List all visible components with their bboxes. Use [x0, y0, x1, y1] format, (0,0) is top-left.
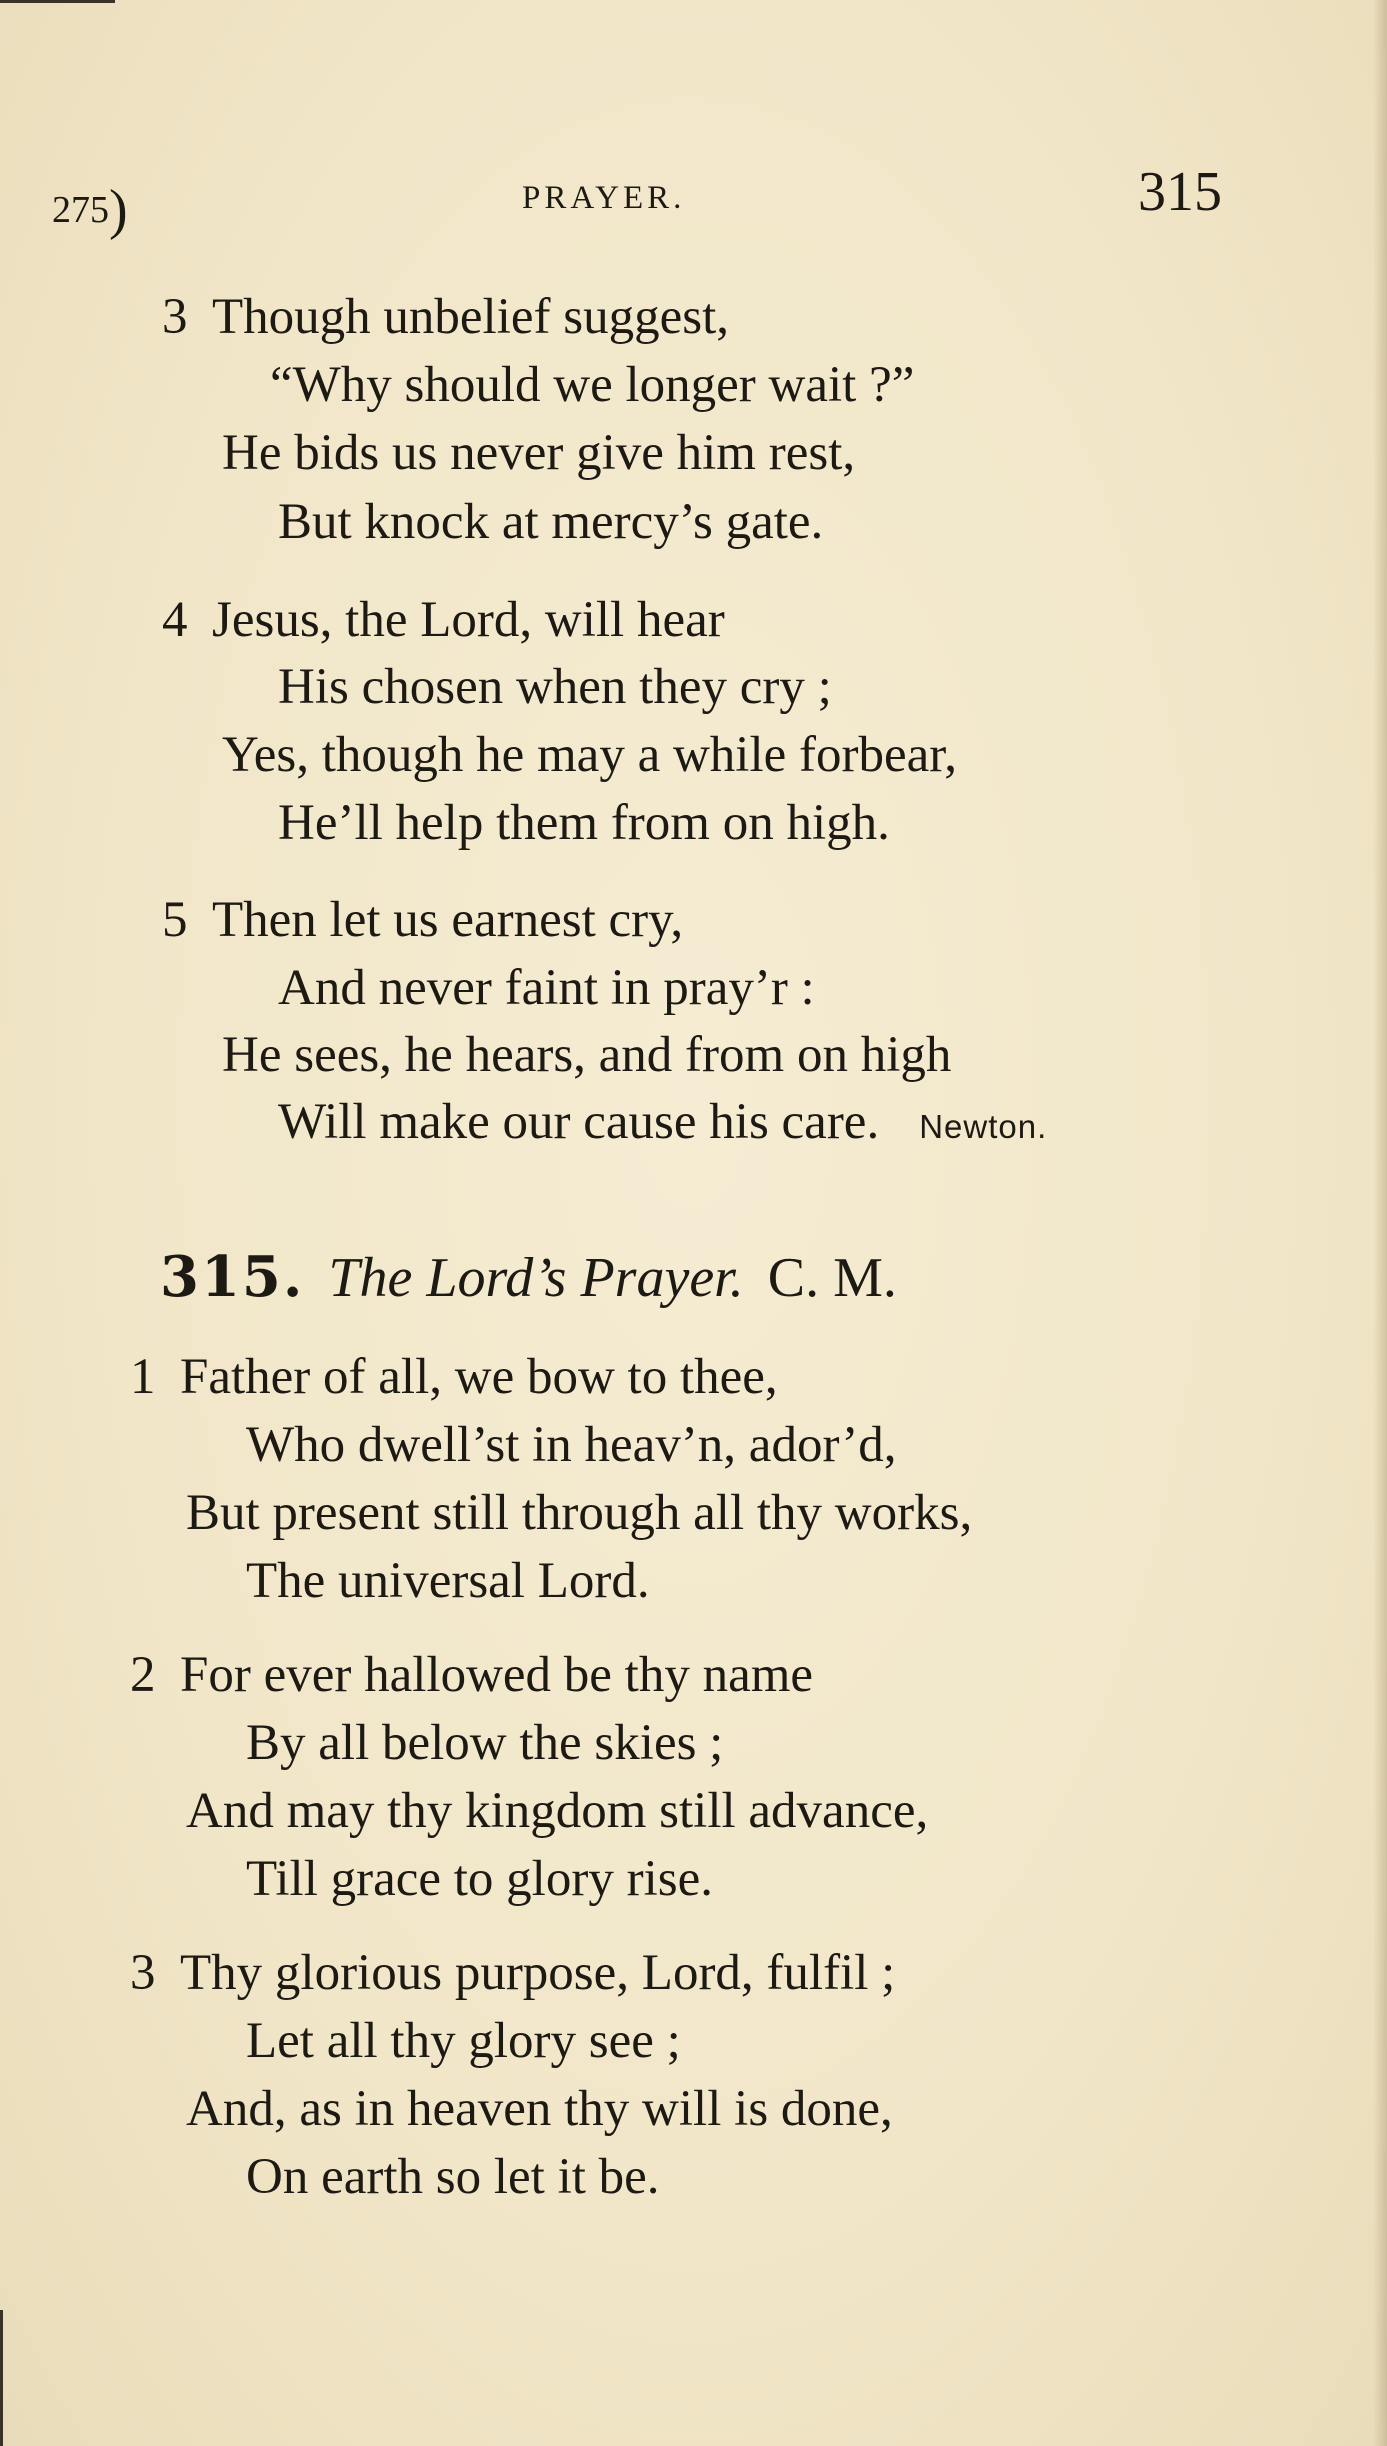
stanza-line: And never faint in pray’r : — [278, 960, 815, 1016]
stanza-line — [130, 1945, 896, 2001]
stanza-line: But present still through all thy works, — [186, 1485, 973, 1541]
verse-line: Jesus, the Lord, will hear — [212, 592, 725, 648]
stanza-line: Who dwell’st in heav’n, ador’d, — [246, 1417, 897, 1473]
stanza-number: 3 — [130, 1945, 156, 2001]
verse-line: Thy glorious purpose, Lord, fulfil ; — [180, 1945, 896, 2001]
stanza-line: He sees, he hears, and from on high — [222, 1027, 952, 1083]
header-ref-paren: ) — [109, 179, 128, 241]
stanza-line: Let all thy glory see ; — [246, 2013, 681, 2069]
stanza-line: Till grace to glory rise. — [246, 1851, 713, 1907]
stanza-line: And may thy kingdom still advance, — [186, 1783, 929, 1839]
stanza-number: 4 — [162, 592, 188, 648]
author-attribution: Newton. — [919, 1108, 1048, 1145]
hymn-number: 315. — [160, 1244, 305, 1310]
stanza-line: But knock at mercy’s gate. — [278, 494, 824, 550]
verse-line: Father of all, we bow to thee, — [180, 1349, 778, 1405]
stanza-line: By all below the skies ; — [246, 1715, 724, 1771]
stanza-line: His chosen when they cry ; — [278, 659, 832, 715]
stanza-number: 2 — [130, 1647, 156, 1703]
running-header — [52, 160, 1222, 241]
stanza-line: On earth so let it be. — [246, 2149, 660, 2205]
page-edge-left — [0, 2310, 3, 2446]
stanza-line — [162, 289, 729, 345]
hymn-title: The Lord’s Prayer. — [328, 1247, 744, 1309]
header-hymn-reference — [52, 172, 128, 241]
verse-line: Though unbelief suggest, — [212, 289, 729, 345]
stanza-line — [278, 1094, 1048, 1150]
stanza-number: 3 — [162, 289, 188, 345]
stanza-line: He’ll help them from on high. — [278, 795, 890, 851]
stanza-line — [162, 892, 684, 948]
header-title: PRAYER. — [522, 180, 686, 216]
verse-line: For ever hallowed be thy name — [180, 1647, 814, 1703]
stanza-line — [130, 1349, 778, 1405]
header-ref-number: 275 — [52, 189, 109, 231]
hymn-heading — [160, 1244, 897, 1310]
stanza-number: 1 — [130, 1349, 156, 1405]
verse-line: Will make our cause his care. — [278, 1094, 880, 1150]
verse-line: Then let us earnest cry, — [212, 892, 684, 948]
stanza-line — [130, 1647, 814, 1703]
stanza-line: “Why should we longer wait ?” — [270, 357, 915, 413]
stanza-line: The universal Lord. — [246, 1553, 650, 1609]
page-edge-top — [0, 0, 115, 3]
hymn-meter: C. M. — [767, 1247, 897, 1309]
stanza-line: Yes, though he may a while forbear, — [222, 727, 957, 783]
stanza-line: And, as in heaven thy will is done, — [186, 2081, 893, 2137]
page-number: 315 — [1138, 161, 1222, 223]
page-edge-shadow — [1373, 0, 1387, 2446]
stanza-line — [162, 592, 725, 648]
stanza-line: He bids us never give him rest, — [222, 425, 856, 481]
stanza-number: 5 — [162, 892, 188, 948]
